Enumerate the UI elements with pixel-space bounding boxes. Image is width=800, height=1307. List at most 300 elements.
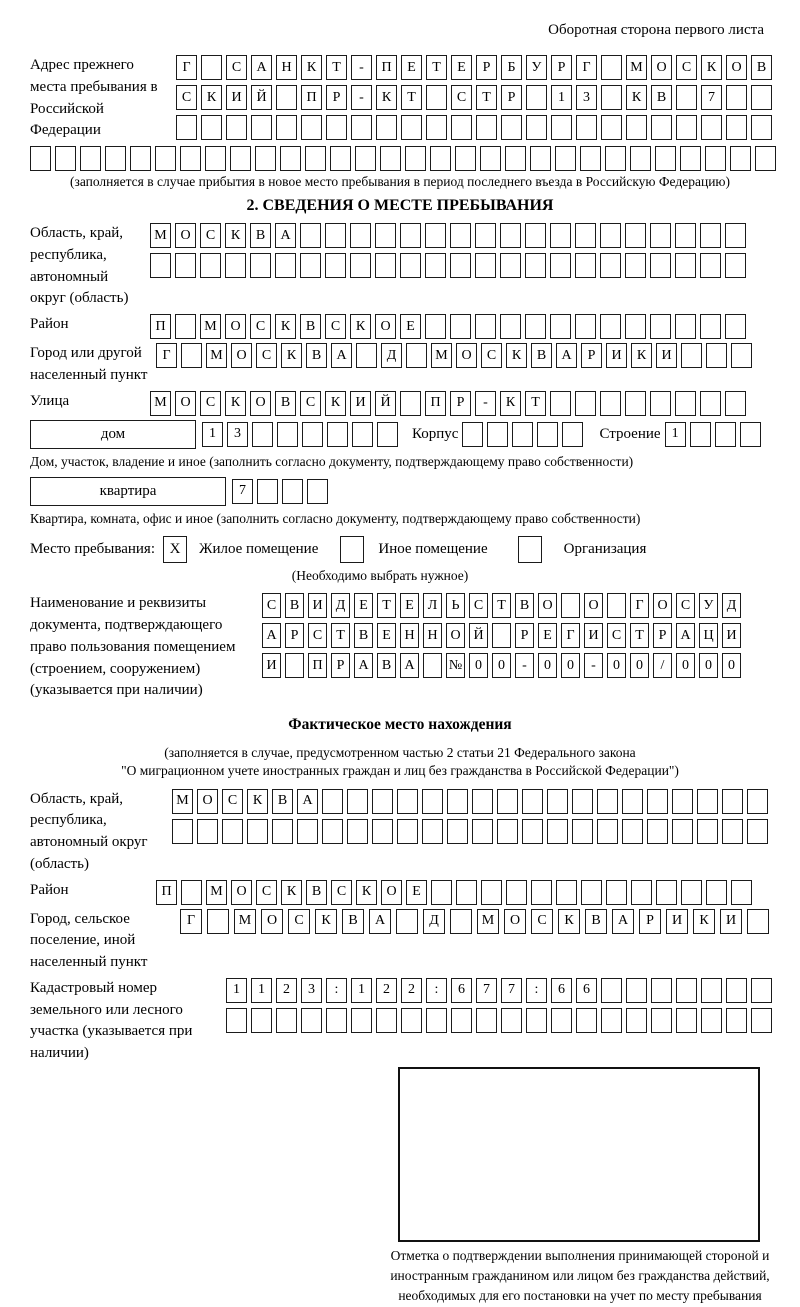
char-box: С	[200, 223, 221, 248]
char-box: №	[446, 653, 465, 678]
char-box	[175, 253, 196, 278]
char-box	[630, 146, 651, 171]
char-box	[431, 880, 452, 905]
char-box: О	[250, 391, 271, 416]
char-box	[150, 253, 171, 278]
actual-city-row	[180, 909, 769, 934]
prev-address-row-3	[176, 115, 772, 140]
char-box	[422, 819, 443, 844]
char-box: В	[751, 55, 772, 80]
char-box: И	[350, 391, 371, 416]
char-box: О	[726, 55, 747, 80]
char-box: Р	[653, 623, 672, 648]
organization-checkbox	[518, 536, 542, 563]
char-box	[376, 1008, 397, 1033]
actual-region-block	[30, 789, 770, 876]
char-box	[581, 880, 602, 905]
char-box	[30, 146, 51, 171]
char-box: Ц	[699, 623, 718, 648]
char-box: А	[262, 623, 281, 648]
char-box: И	[606, 343, 627, 368]
char-box	[672, 789, 693, 814]
char-box: О	[175, 391, 196, 416]
char-box: Г	[576, 55, 597, 80]
char-box: С	[481, 343, 502, 368]
char-box: И	[666, 909, 688, 934]
actual-city-label: Город, сельское поселение, иной населенный пункт	[30, 910, 148, 971]
char-box	[650, 223, 671, 248]
char-box: С	[250, 314, 271, 339]
char-box: М	[234, 909, 256, 934]
actual-district-label: Район	[30, 881, 69, 898]
char-box: С	[226, 55, 247, 80]
char-box	[307, 479, 328, 504]
char-box	[625, 253, 646, 278]
char-box: С	[176, 85, 197, 110]
char-box: С	[325, 314, 346, 339]
char-box: К	[631, 343, 652, 368]
char-box: В	[531, 343, 552, 368]
ownership-doc-row-3	[262, 653, 741, 678]
char-box: К	[350, 314, 371, 339]
char-box	[501, 1008, 522, 1033]
char-box: М	[150, 391, 171, 416]
char-box	[731, 343, 752, 368]
char-box: К	[626, 85, 647, 110]
char-box	[207, 909, 229, 934]
char-box: О	[231, 343, 252, 368]
char-box	[722, 819, 743, 844]
char-box	[697, 789, 718, 814]
prev-address-label: Адрес прежнего места пребывания в Российской Федерации	[30, 57, 158, 139]
char-box	[55, 146, 76, 171]
char-box	[327, 422, 348, 447]
char-box	[282, 479, 303, 504]
char-box	[522, 789, 543, 814]
char-box: К	[500, 391, 521, 416]
char-box	[547, 789, 568, 814]
char-box	[700, 253, 721, 278]
ownership-doc-label: Наименование и реквизиты документа, подтверждающего право пользования помещением (строением, сооружением) (указывается при наличии)	[30, 595, 236, 699]
char-box: К	[315, 909, 337, 934]
ownership-doc-row-2	[262, 623, 741, 648]
char-box	[505, 146, 526, 171]
char-box	[631, 880, 652, 905]
char-box: А	[354, 653, 373, 678]
char-box	[500, 314, 521, 339]
prev-address-row-4	[30, 146, 770, 171]
char-box: Й	[375, 391, 396, 416]
char-box	[277, 422, 298, 447]
char-box	[380, 146, 401, 171]
char-box	[347, 819, 368, 844]
korpus-label: Корпус	[412, 425, 459, 442]
char-box: Т	[492, 593, 511, 618]
char-box: М	[626, 55, 647, 80]
char-box	[575, 391, 596, 416]
char-box: О	[175, 223, 196, 248]
char-box	[326, 115, 347, 140]
char-box	[455, 146, 476, 171]
char-box	[672, 819, 693, 844]
char-box	[600, 391, 621, 416]
ownership-doc-row-1	[262, 593, 741, 618]
char-box: А	[297, 789, 318, 814]
char-box: М	[431, 343, 452, 368]
char-box: С	[469, 593, 488, 618]
char-box: 7	[701, 85, 722, 110]
char-box	[425, 253, 446, 278]
char-box: В	[306, 880, 327, 905]
char-box: О	[653, 593, 672, 618]
char-box	[430, 146, 451, 171]
char-box	[181, 880, 202, 905]
char-box	[681, 880, 702, 905]
residential-checkbox: X	[163, 536, 187, 563]
char-box: 1	[251, 978, 272, 1003]
house-number-row	[202, 422, 398, 447]
char-box	[575, 223, 596, 248]
char-box: Р	[326, 85, 347, 110]
char-box	[300, 223, 321, 248]
char-box: В	[515, 593, 534, 618]
char-box: В	[272, 789, 293, 814]
char-box	[726, 1008, 747, 1033]
char-box: В	[354, 623, 373, 648]
char-box: О	[584, 593, 603, 618]
char-box: К	[247, 789, 268, 814]
char-box	[562, 422, 583, 447]
char-box: Р	[476, 55, 497, 80]
char-box	[180, 146, 201, 171]
char-box: Р	[501, 85, 522, 110]
char-box: Р	[450, 391, 471, 416]
char-box	[480, 146, 501, 171]
char-box: О	[381, 880, 402, 905]
char-box: 0	[561, 653, 580, 678]
char-box: Р	[581, 343, 602, 368]
char-box	[715, 422, 736, 447]
char-box	[625, 314, 646, 339]
char-box: И	[308, 593, 327, 618]
char-box: 1	[551, 85, 572, 110]
char-box: Й	[251, 85, 272, 110]
char-box: Г	[156, 343, 177, 368]
char-box	[651, 115, 672, 140]
char-box: -	[515, 653, 534, 678]
organization-option-label: Организация	[563, 541, 647, 558]
char-box: Й	[469, 623, 488, 648]
char-box: 1	[665, 422, 686, 447]
char-box	[175, 314, 196, 339]
residential-option-label: Жилое помещение	[199, 541, 319, 558]
char-box	[400, 253, 421, 278]
char-box	[176, 115, 197, 140]
char-box: 7	[232, 479, 253, 504]
char-box	[675, 391, 696, 416]
char-box: Т	[426, 55, 447, 80]
char-box	[701, 1008, 722, 1033]
char-box: И	[720, 909, 742, 934]
char-box: Е	[400, 314, 421, 339]
prev-address-row-1	[176, 55, 772, 80]
char-box: Т	[326, 55, 347, 80]
char-box	[607, 593, 626, 618]
prev-address-rows	[176, 55, 772, 140]
stroenie-label: Строение	[599, 425, 661, 442]
char-box: Р	[551, 55, 572, 80]
char-box	[230, 146, 251, 171]
char-box: И	[656, 343, 677, 368]
char-box: А	[400, 653, 419, 678]
char-box: Н	[400, 623, 419, 648]
char-box	[475, 223, 496, 248]
char-box	[726, 115, 747, 140]
char-box	[255, 146, 276, 171]
char-box	[650, 253, 671, 278]
actual-city-block	[30, 909, 770, 974]
char-box	[247, 819, 268, 844]
cadastre-row-2	[226, 1008, 772, 1033]
char-box	[487, 422, 508, 447]
char-box	[625, 391, 646, 416]
street-row	[150, 391, 746, 416]
char-box: К	[225, 391, 246, 416]
char-box	[651, 978, 672, 1003]
char-box	[497, 789, 518, 814]
char-box	[497, 819, 518, 844]
region-row-2	[150, 253, 746, 278]
char-box	[751, 115, 772, 140]
char-box	[376, 115, 397, 140]
char-box: 1	[226, 978, 247, 1003]
char-box	[531, 880, 552, 905]
char-box: М	[200, 314, 221, 339]
char-box	[405, 146, 426, 171]
char-box	[675, 253, 696, 278]
char-box: С	[256, 343, 277, 368]
char-box	[226, 115, 247, 140]
char-box: 2	[276, 978, 297, 1003]
char-box	[401, 1008, 422, 1033]
char-box	[681, 343, 702, 368]
char-box	[450, 909, 472, 934]
char-box	[105, 146, 126, 171]
char-box	[656, 880, 677, 905]
char-box	[580, 146, 601, 171]
char-box	[550, 253, 571, 278]
char-box: Р	[515, 623, 534, 648]
char-box	[481, 880, 502, 905]
char-box	[250, 253, 271, 278]
char-box: Н	[423, 623, 442, 648]
char-box	[472, 819, 493, 844]
char-box: К	[301, 55, 322, 80]
char-box	[675, 223, 696, 248]
char-box	[372, 789, 393, 814]
char-box	[731, 880, 752, 905]
char-box: Е	[377, 623, 396, 648]
house-named-box: дом	[30, 420, 196, 449]
char-box: Л	[423, 593, 442, 618]
char-box	[550, 314, 571, 339]
char-box	[406, 343, 427, 368]
char-box: В	[342, 909, 364, 934]
char-box	[600, 223, 621, 248]
other-premises-checkbox	[340, 536, 364, 563]
char-box	[500, 253, 521, 278]
char-box: Е	[538, 623, 557, 648]
char-box	[301, 1008, 322, 1033]
char-box: О	[651, 55, 672, 80]
char-box	[226, 1008, 247, 1033]
char-box	[447, 819, 468, 844]
char-box: А	[676, 623, 695, 648]
char-box: 7	[476, 978, 497, 1003]
cadastre-label: Кадастровый номер земельного или лесного участка (указывается при наличии)	[30, 979, 193, 1062]
char-box	[530, 146, 551, 171]
char-box	[522, 819, 543, 844]
char-box	[701, 115, 722, 140]
char-box: И	[262, 653, 281, 678]
char-box	[550, 223, 571, 248]
prev-address-caption: (заполняется в случае прибытия в новое место пребывания в период последнего въезда в Российскую Федерацию)	[69, 174, 731, 189]
stay-type-block	[30, 536, 770, 563]
region-row-1	[150, 223, 746, 248]
char-box	[701, 978, 722, 1003]
apartment-block	[30, 477, 770, 506]
char-box	[561, 593, 580, 618]
char-box	[375, 223, 396, 248]
char-box: 0	[699, 653, 718, 678]
char-box: И	[584, 623, 603, 648]
char-box: К	[281, 343, 302, 368]
district-label: Район	[30, 316, 69, 333]
char-box	[276, 1008, 297, 1033]
char-box: Ь	[446, 593, 465, 618]
char-box: Г	[180, 909, 202, 934]
char-box	[576, 1008, 597, 1033]
char-box	[601, 978, 622, 1003]
char-box: В	[285, 593, 304, 618]
char-box	[426, 1008, 447, 1033]
char-box: К	[225, 223, 246, 248]
char-box	[525, 253, 546, 278]
char-box: 0	[630, 653, 649, 678]
char-box	[450, 223, 471, 248]
actual-district-block	[30, 880, 770, 905]
char-box: 3	[301, 978, 322, 1003]
char-box: Е	[400, 593, 419, 618]
char-box	[747, 819, 768, 844]
district-block	[30, 314, 770, 339]
char-box: К	[201, 85, 222, 110]
char-box: П	[156, 880, 177, 905]
char-box	[605, 146, 626, 171]
char-box: Д	[331, 593, 350, 618]
char-box	[276, 115, 297, 140]
char-box: О	[375, 314, 396, 339]
char-box: К	[376, 85, 397, 110]
char-box	[330, 146, 351, 171]
char-box	[755, 146, 776, 171]
char-box: О	[538, 593, 557, 618]
char-box	[350, 253, 371, 278]
char-box: Г	[630, 593, 649, 618]
char-box: М	[206, 343, 227, 368]
char-box	[251, 115, 272, 140]
char-box: 6	[451, 978, 472, 1003]
char-box	[375, 253, 396, 278]
char-box	[205, 146, 226, 171]
char-box: Г	[561, 623, 580, 648]
char-box: 0	[538, 653, 557, 678]
char-box	[325, 253, 346, 278]
char-box	[572, 819, 593, 844]
char-box	[80, 146, 101, 171]
char-box	[257, 479, 278, 504]
char-box: Г	[176, 55, 197, 80]
char-box	[356, 343, 377, 368]
char-box: Д	[423, 909, 445, 934]
char-box	[300, 253, 321, 278]
char-box	[451, 115, 472, 140]
char-box	[751, 978, 772, 1003]
char-box: А	[612, 909, 634, 934]
char-box	[626, 978, 647, 1003]
char-box: Д	[722, 593, 741, 618]
char-box: М	[172, 789, 193, 814]
char-box	[625, 223, 646, 248]
char-box: К	[356, 880, 377, 905]
char-box: М	[477, 909, 499, 934]
char-box: С	[300, 391, 321, 416]
char-box	[301, 115, 322, 140]
char-box: 0	[607, 653, 626, 678]
char-box: К	[693, 909, 715, 934]
char-box	[551, 1008, 572, 1033]
char-box	[601, 115, 622, 140]
char-box: С	[331, 880, 352, 905]
char-box	[252, 422, 273, 447]
char-box	[347, 789, 368, 814]
char-box	[706, 343, 727, 368]
char-box	[597, 789, 618, 814]
char-box	[251, 1008, 272, 1033]
region-block	[30, 223, 770, 310]
back-side-note: Оборотная сторона первого листа	[548, 22, 764, 38]
char-box	[526, 115, 547, 140]
char-box	[426, 85, 447, 110]
char-box: В	[250, 223, 271, 248]
char-box: Т	[525, 391, 546, 416]
char-box	[680, 146, 701, 171]
char-box: С	[676, 55, 697, 80]
char-box: :	[426, 978, 447, 1003]
actual-district-row	[156, 880, 752, 905]
char-box	[626, 1008, 647, 1033]
ownership-doc-block	[30, 593, 770, 702]
char-box	[651, 1008, 672, 1033]
char-box	[422, 789, 443, 814]
city-label: Город или другой населенный пункт	[30, 345, 148, 383]
char-box: 7	[501, 978, 522, 1003]
char-box: С	[451, 85, 472, 110]
region-label: Область, край, республика, автономный округ (область)	[30, 225, 129, 307]
char-box	[325, 223, 346, 248]
char-box	[650, 391, 671, 416]
char-box: 3	[576, 85, 597, 110]
